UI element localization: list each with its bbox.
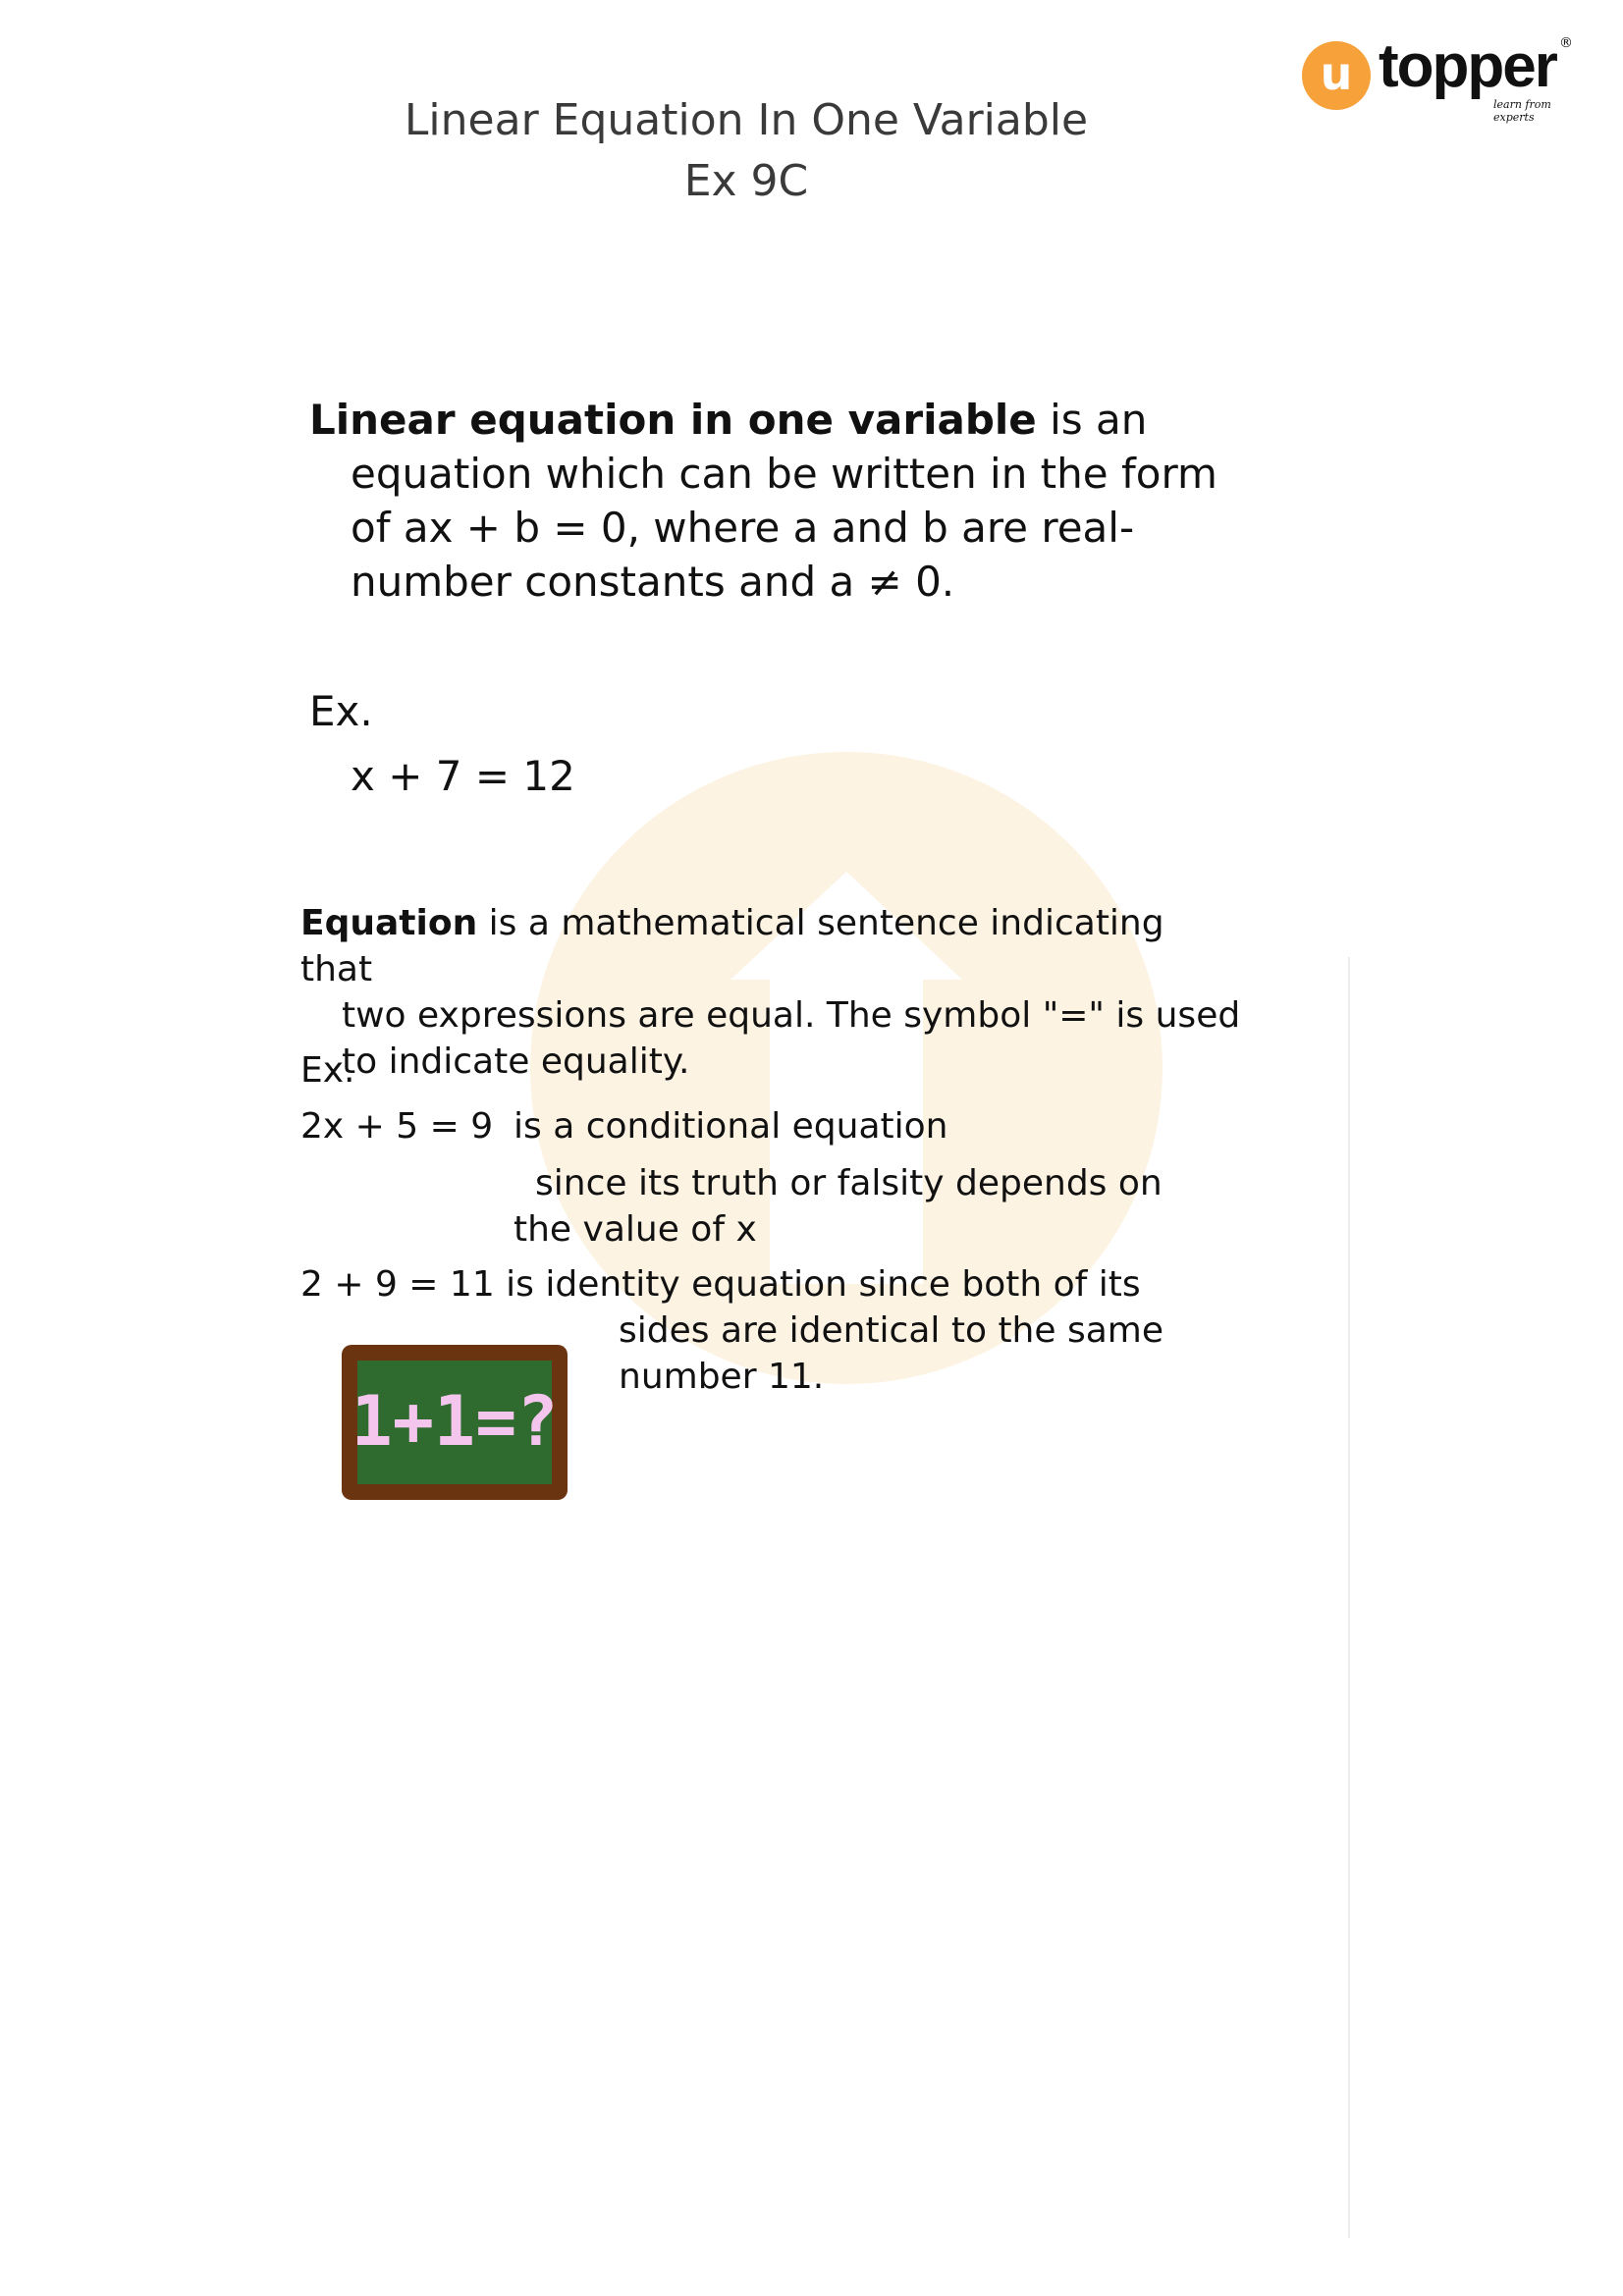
identity-line-3: number 11. [619, 1357, 825, 1397]
conditional-equation: 2x + 5 = 9 [300, 1106, 494, 1147]
definition-line-2: equation which can be written in the form [351, 450, 1217, 498]
definition-term: Linear equation in one variable [309, 396, 1037, 444]
equation-definition [300, 900, 1243, 1085]
linear-equation-definition [309, 393, 1252, 609]
logo-wordmark: topper [1379, 32, 1556, 100]
example-1-equation: x + 7 = 12 [351, 752, 575, 800]
identity-line-2: sides are identical to the same [619, 1310, 1163, 1351]
equation-term: Equation [300, 903, 478, 943]
title-line-1: Linear Equation In One Variable [404, 95, 1089, 145]
equation-line-2: two expressions are equal. The symbol "=" is used [342, 995, 1241, 1036]
conditional-text-1: is a conditional equation [514, 1106, 948, 1147]
example-1-label: Ex. [309, 687, 373, 735]
equation-after-term: is a mathematical sentence indicating that [300, 903, 1164, 989]
registered-icon: ® [1559, 35, 1573, 51]
chalkboard-text: 1+1=? [351, 1381, 559, 1462]
chalkboard-image [342, 1345, 568, 1500]
definition-line-3: of ax + b = 0, where a and b are real- [351, 504, 1135, 552]
logo-u-icon: u [1302, 41, 1371, 110]
identity-line-1: 2 + 9 = 11 is identity equation since both of its [300, 1264, 1141, 1305]
logo-tagline: learn from experts [1493, 98, 1551, 124]
definition-after-term: is an [1036, 396, 1148, 444]
equation-line-3: to indicate equality. [342, 1041, 690, 1082]
example-2-label: Ex. [300, 1050, 355, 1091]
definition-line-4: number constants and a ≠ 0. [351, 558, 955, 606]
conditional-text-3: the value of x [514, 1209, 757, 1250]
title-line-2: Ex 9C [683, 156, 809, 206]
conditional-text-2: since its truth or falsity depends on [535, 1163, 1163, 1203]
page-title [0, 90, 1492, 212]
page-divider-line [1348, 957, 1350, 2238]
